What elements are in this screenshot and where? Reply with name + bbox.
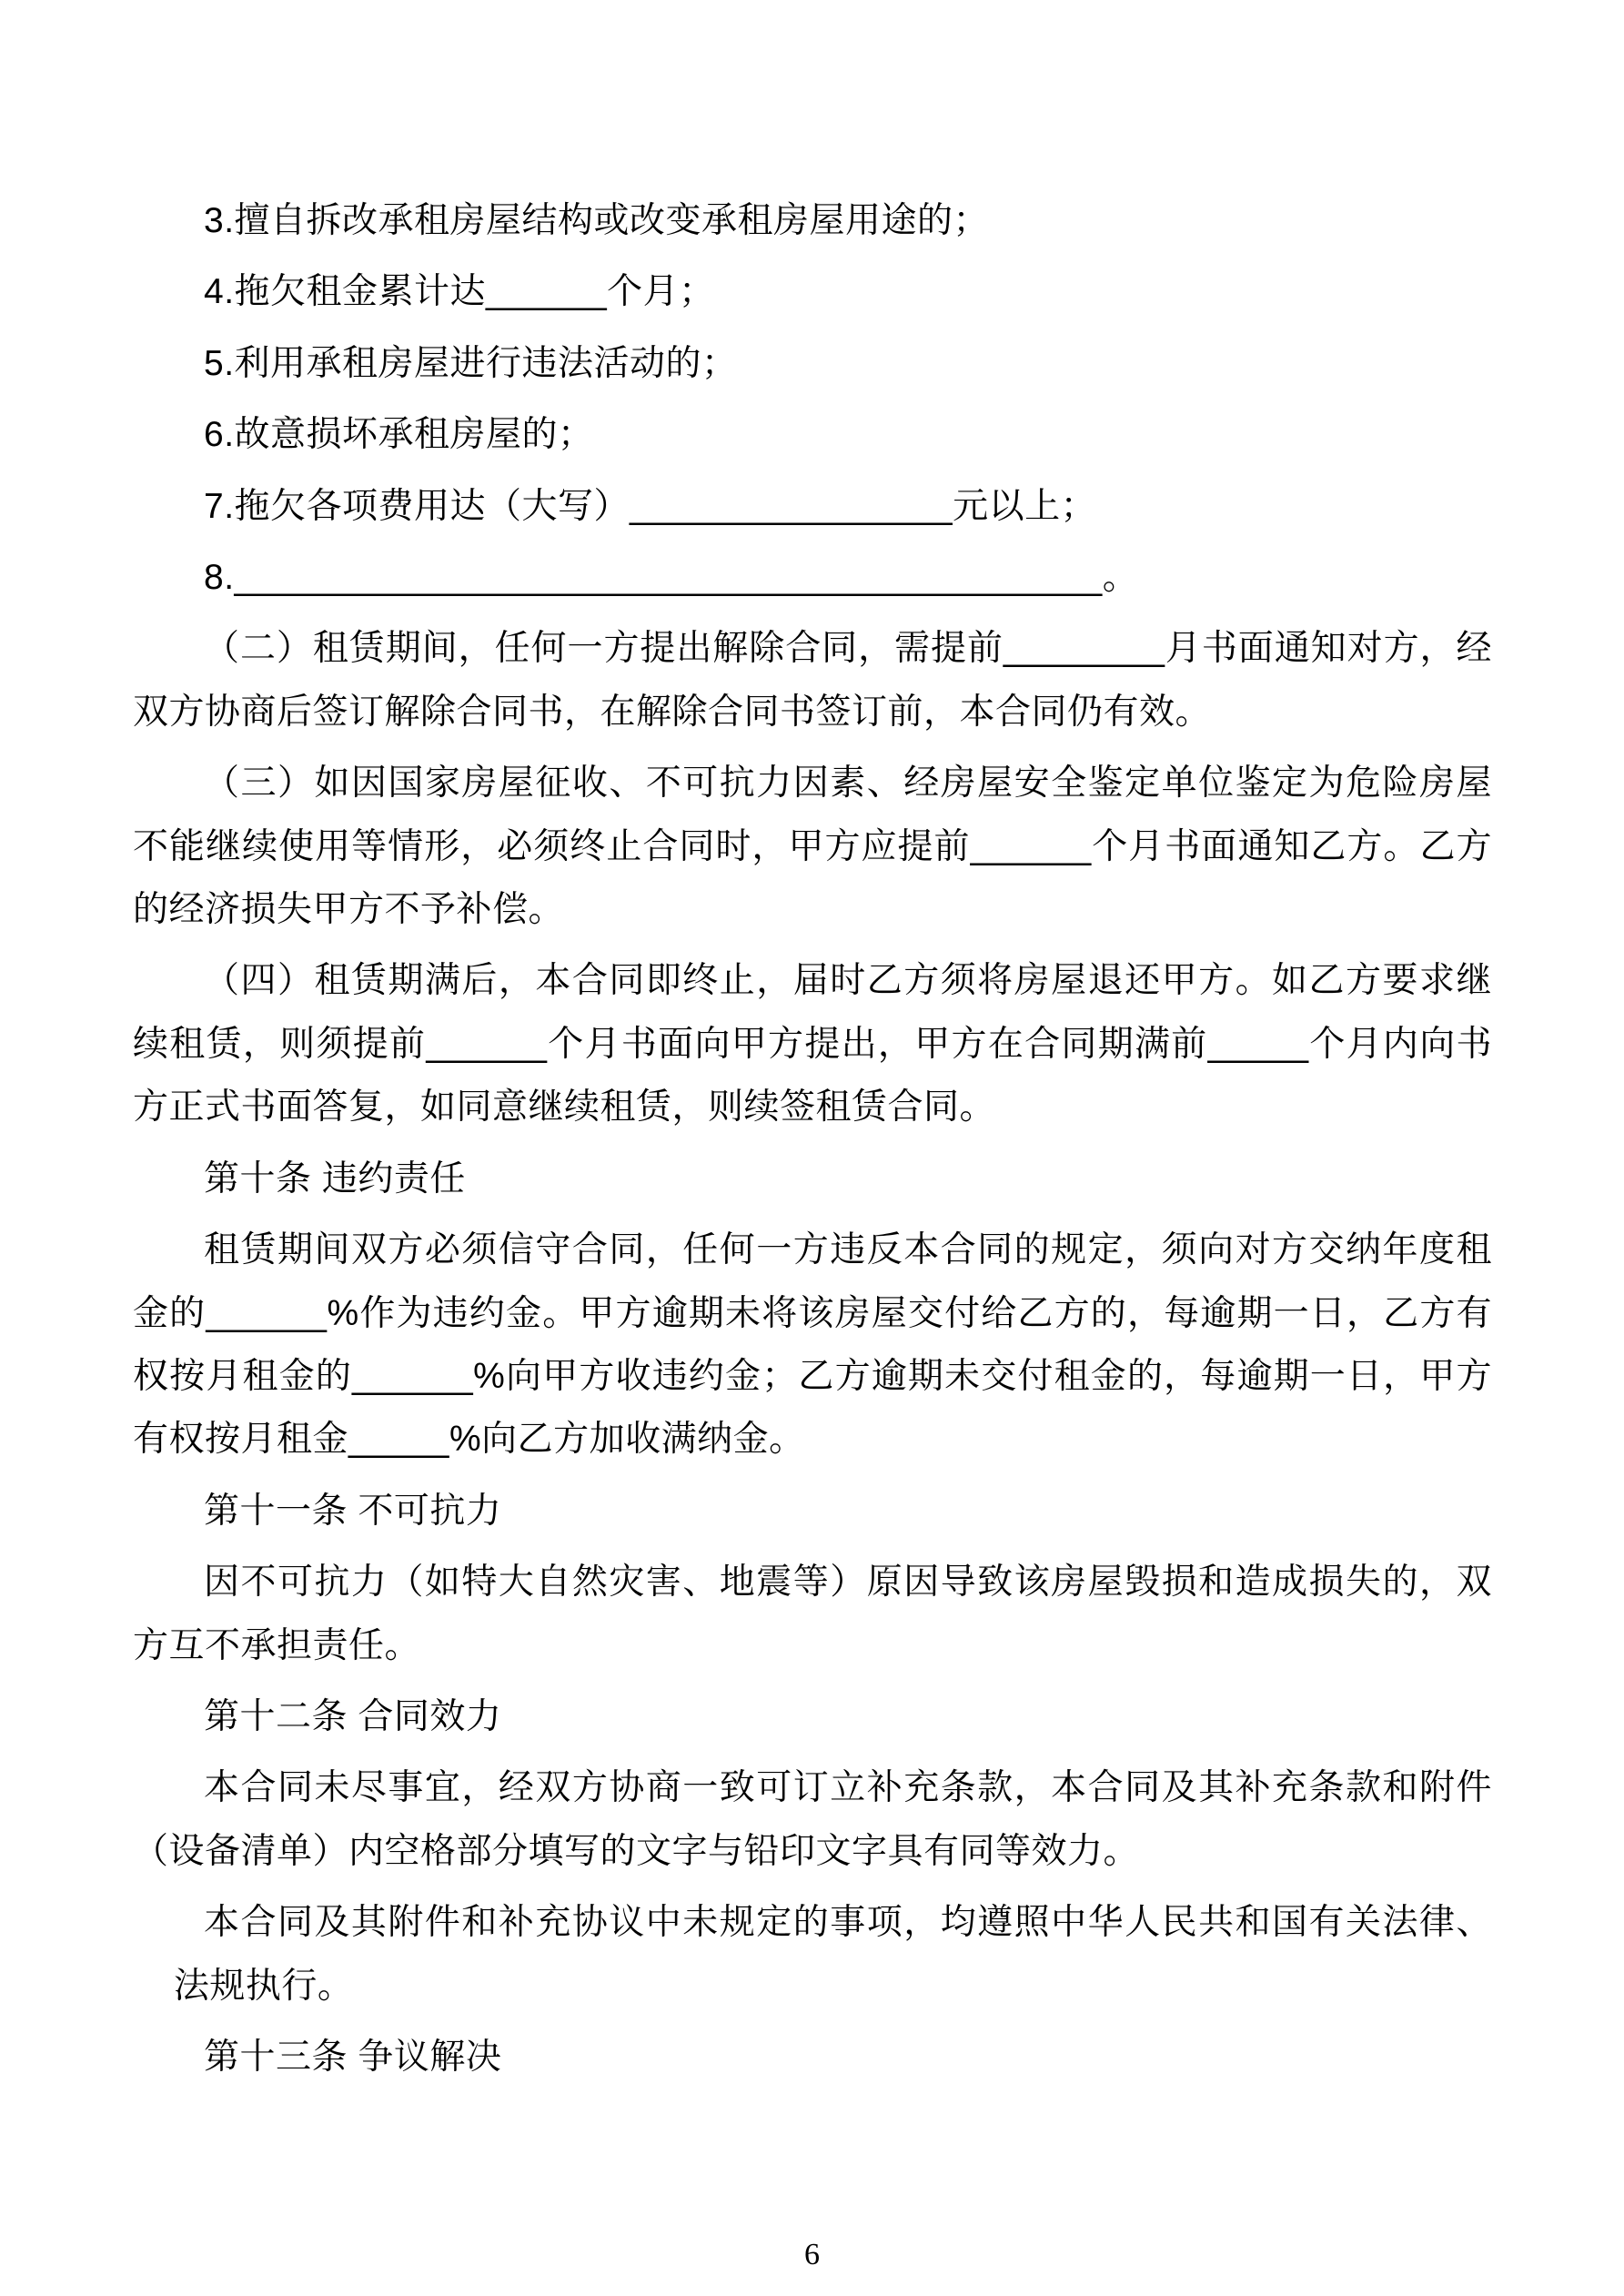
- clause-paragraph: （二）租赁期间，任何一方提出解除合同，需提前________月书面通知对方，经双方协商后签订解除合同书，在解除合同书签订前，本合同仍有效。: [133, 629, 1492, 732]
- clause-item: 7.拖欠各项费用达（大写）________________元以上；: [204, 486, 1097, 526]
- clause-heading: 第十三条 争议解决: [204, 2037, 502, 2077]
- contract-body: [133, 189, 1492, 2097]
- clause-item: 4.拖欠租金累计达______个月；: [204, 272, 715, 312]
- clause-paragraph: 因不可抗力（如特大自然灾害、地震等）原因导致该房屋毁损和造成损失的，双方互不承担责任。: [133, 1563, 1492, 1665]
- clause-item: 8.___________________________________________。: [204, 558, 1139, 598]
- clause-item: 3.擅自拆改承租房屋结构或改变承租房屋用途的；: [204, 201, 990, 240]
- clause-paragraph: 本合同未尽事宜，经双方协商一致可订立补充条款，本合同及其补充条款和附件（设备清单）内空格部分填写的文字与铅印文字具有同等效力。: [133, 1768, 1492, 1871]
- page-number: 6: [804, 2238, 820, 2271]
- clause-item: 5.利用承租房屋进行违法活动的；: [204, 343, 738, 383]
- clause-heading: 第十二条 合同效力: [204, 1696, 502, 1736]
- clause-paragraph: 租赁期间双方必须信守合同，任何一方违反本合同的规定，须向对方交纳年度租金的______%作为违约金。甲方逾期未将该房屋交付给乙方的，每逾期一日，乙方有权按月租金的______%向甲方收违约金；乙方逾期未交付租金的，每逾期一日，甲方有权按月租金_____%向乙方加收满纳金。: [133, 1230, 1492, 1460]
- clause-paragraph: 本合同及其附件和补充协议中未规定的事项，均遵照中华人民共和国有关法律、法规执行。: [173, 1903, 1492, 2006]
- clause-heading: 第十条 违约责任: [204, 1158, 466, 1199]
- clause-heading: 第十一条 不可抗力: [204, 1491, 502, 1531]
- clause-item: 6.故意损坏承租房屋的；: [204, 415, 594, 455]
- clause-paragraph: （三）如因国家房屋征收、不可抗力因素、经房屋安全鉴定单位鉴定为危险房屋不能继续使用等情形，必须终止合同时，甲方应提前______个月书面通知乙方。乙方的经济损失甲方不予补偿。: [133, 764, 1492, 930]
- clause-paragraph: （四）租赁期满后，本合同即终止，届时乙方须将房屋退还甲方。如乙方要求继续租赁，则须提前______个月书面向甲方提出，甲方在合同期满前_____个月内向书方正式书面答复，如同意继续租赁，则续签租赁合同。: [133, 961, 1492, 1128]
